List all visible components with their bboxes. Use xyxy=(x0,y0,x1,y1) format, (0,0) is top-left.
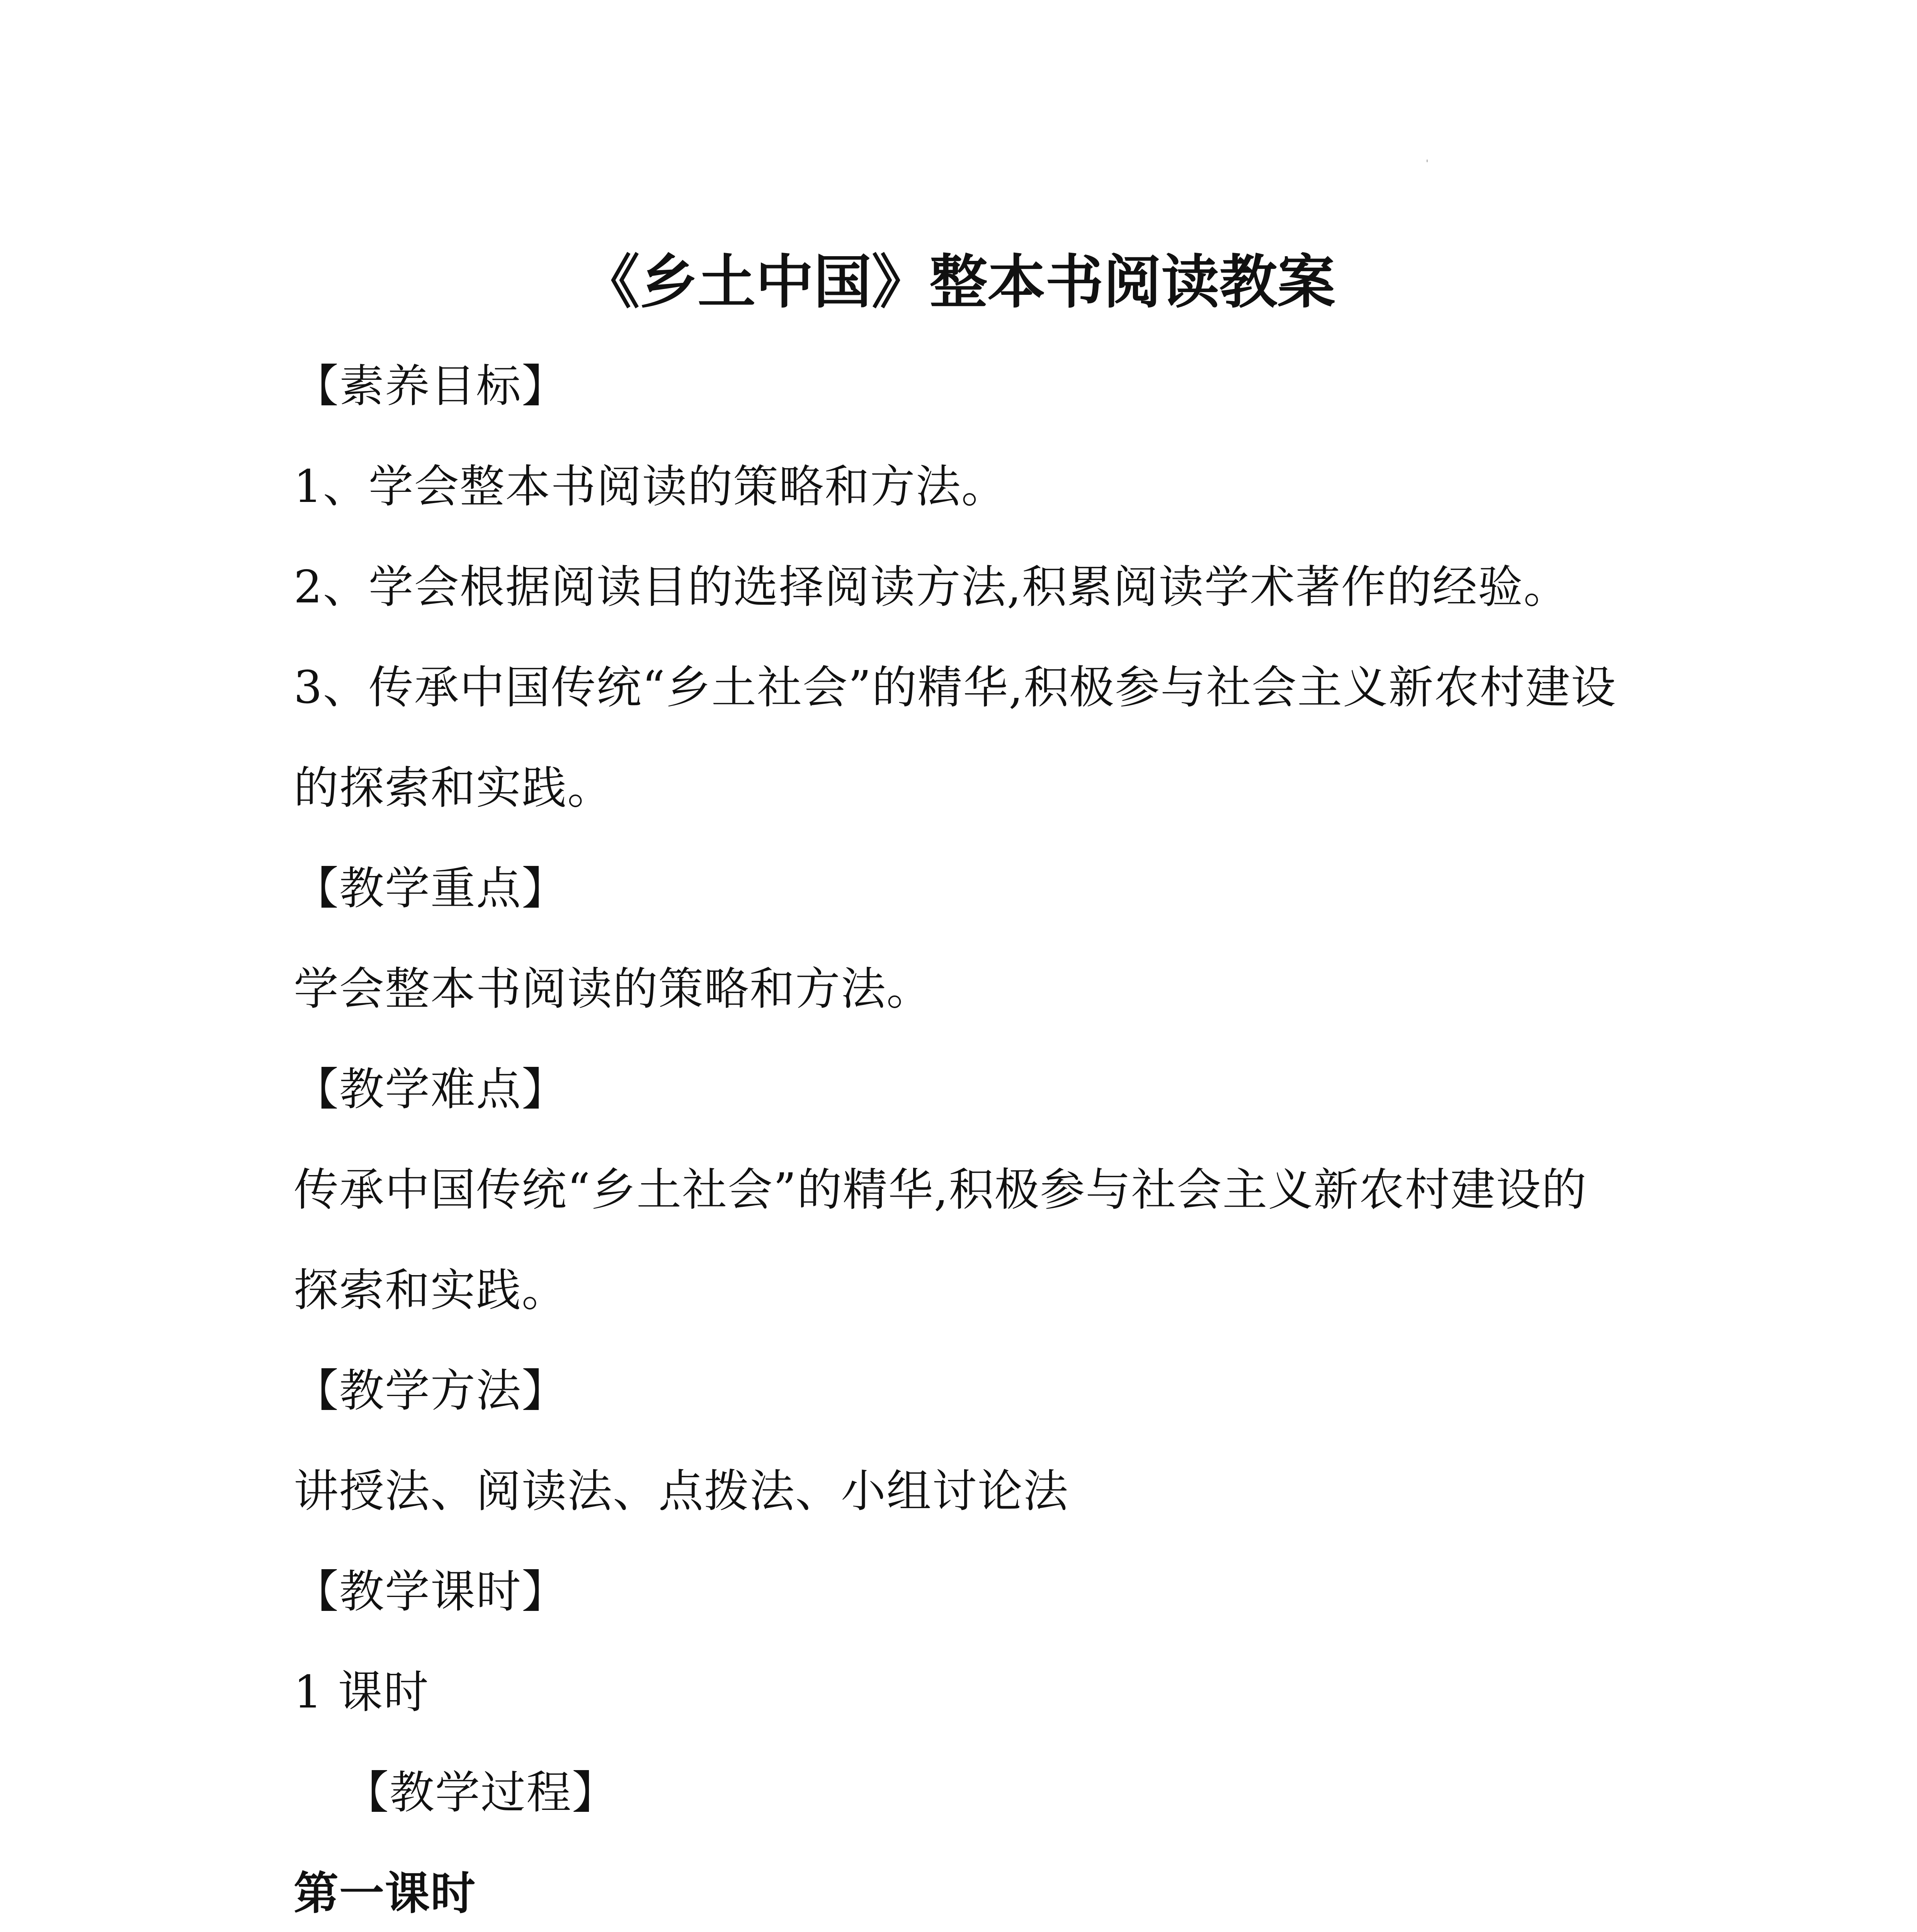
difficulty-text-line-2: 探索和实践。 xyxy=(294,1264,567,1316)
methods-text: 讲授法、阅读法、点拨法、小组讨论法 xyxy=(294,1465,1069,1517)
difficulty-text-line-1: 传承中国传统“乡土社会”的精华,积极参与社会主义新农村建设的 xyxy=(294,1164,1587,1216)
corner-mark: ' xyxy=(1426,158,1429,169)
key-point-heading: 【教学重点】 xyxy=(294,862,567,915)
objective-item-2: 2、学会根据阅读目的选择阅读方法,积累阅读学术著作的经验。 xyxy=(294,561,1569,613)
objective-item-3-continued: 的探索和实践。 xyxy=(294,762,613,814)
hours-heading: 【教学课时】 xyxy=(294,1566,567,1618)
lesson-title: 第一课时 xyxy=(294,1867,476,1920)
methods-heading: 【教学方法】 xyxy=(294,1365,567,1417)
hours-text: 1 课时 xyxy=(294,1666,429,1718)
objectives-heading: 【素养目标】 xyxy=(294,360,567,412)
process-heading: 【教学过程】 xyxy=(344,1767,617,1819)
difficulty-heading: 【教学难点】 xyxy=(294,1063,567,1116)
objective-item-1: 1、学会整本书阅读的策略和方法。 xyxy=(294,461,1007,513)
document-title: 《乡土中国》整本书阅读教案 xyxy=(582,248,1335,316)
objective-item-3: 3、传承中国传统“乡土社会”的精华,积极参与社会主义新农村建设 xyxy=(294,662,1617,714)
key-point-text: 学会整本书阅读的策略和方法。 xyxy=(294,963,932,1015)
